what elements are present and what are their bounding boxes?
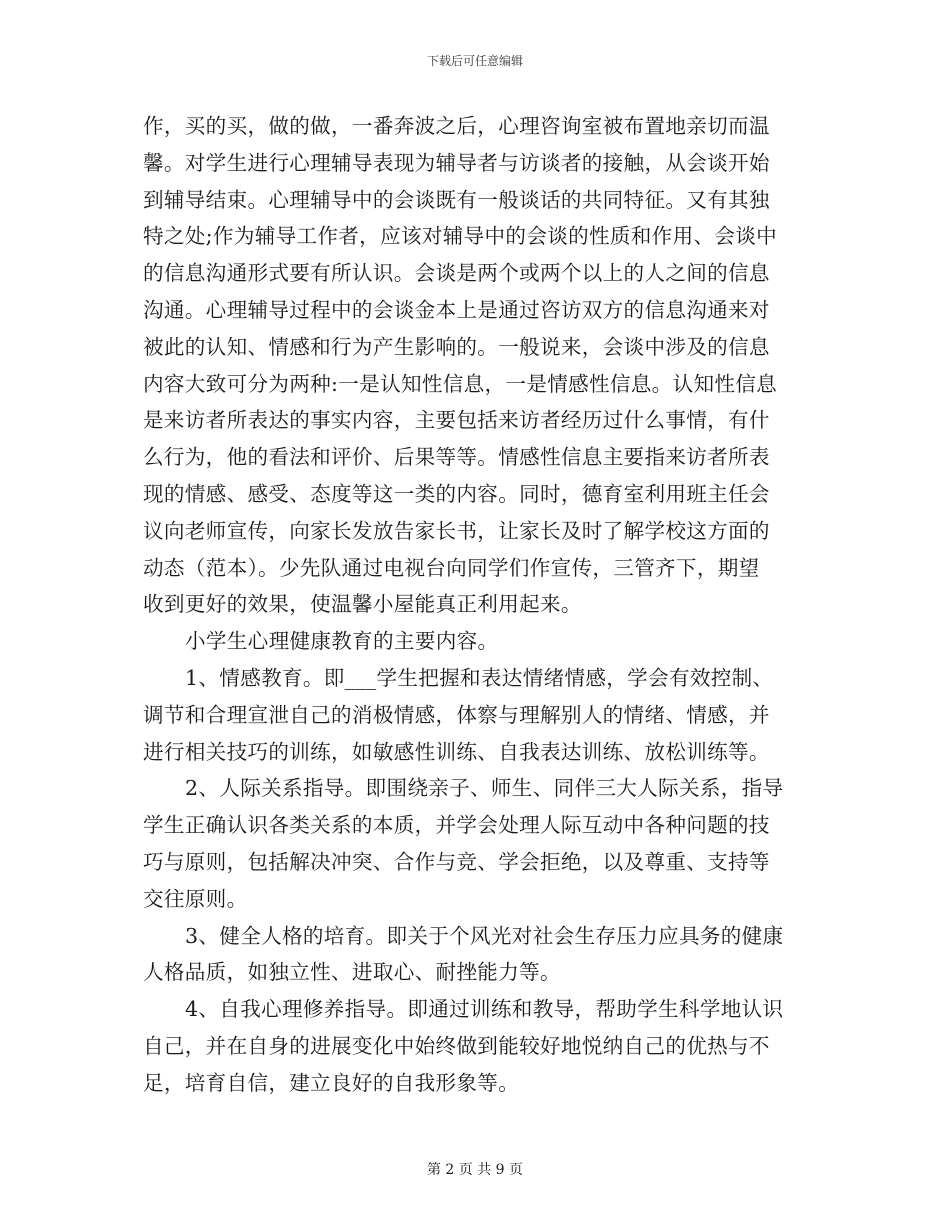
- text-line: 现的情感、感受、态度等这一类的内容。同时，德育室利用班主任会: [143, 481, 770, 506]
- document-body: [143, 108, 813, 1102]
- text-line: 人格品质，如独立性、进取心、耐挫能力等。: [143, 960, 561, 985]
- list-item-start: 3、健全人格的培育。即关于个风光对社会生存压力应具务的健康: [185, 923, 784, 948]
- text-line: 进行相关技巧的训练，如敏感性训练、自我表达训练、放松训练等。: [143, 739, 770, 764]
- list-item-start: 4、自我心理修养指导。即通过训练和教导，帮助学生科学地认识: [185, 997, 784, 1022]
- list-item-start: 2、人际关系指导。即围绕亲子、师生、同伴三大人际关系，指导: [185, 776, 784, 801]
- text-line: 的信息沟通形式要有所认识。会谈是两个或两个以上的人之间的信息: [143, 261, 770, 286]
- text-line: 议向老师宣传，向家长发放告家长书，让家长及时了解学校这方面的: [143, 518, 770, 543]
- text-line: 作，买的买，做的做，一番奔波之后，心理咨询室被布置地亲切而温: [143, 114, 770, 138]
- text-line: 交往原则。: [143, 886, 248, 911]
- text-line: 被此的认知、情感和行为产生影响的。一般说来，会谈中涉及的信息: [143, 334, 770, 359]
- text-line: 动态（范本）。少先队通过电视台向同学们作宣传，三管齐下，期望: [143, 555, 760, 580]
- text-line: 到辅导结束。心理辅导中的会谈既有一般谈话的共同特征。又有其独: [143, 187, 770, 212]
- text-line: 自己，并在自身的进展变化中始终做到能较好地悦纳自己的优热与不: [143, 1033, 770, 1058]
- text-line: 调节和合理宣泄自己的消极情感，体察与理解别人的情绪、情感，并: [143, 702, 770, 727]
- text-line: 学生正确认识各类关系的本质，并学会处理人际互动中各种问题的技: [143, 813, 770, 838]
- text-line: 特之处;作为辅导工作者，应该对辅导中的会谈的性质和作用、会谈中: [143, 224, 778, 249]
- text-line: 收到更好的效果，使温馨小屋能真正利用起来。: [143, 592, 582, 617]
- text-line: 巧与原则，包括解决冲突、合作与竞、学会拒绝，以及尊重、支持等: [143, 849, 770, 874]
- section-heading: 小学生心理健康教育的主要内容。: [185, 629, 499, 654]
- list-item-start: 1、情感教育。即___学生把握和表达情绪情感，学会有效控制、: [185, 665, 774, 690]
- text-line: 么行为，他的看法和评价、后果等等。情感性信息主要指来访者所表: [143, 445, 770, 470]
- text-line: 是来访者所表达的事实内容，主要包括来访者经历过什么事情，有什: [143, 408, 770, 433]
- text-line: 足，培育自信，建立良好的自我形象等。: [143, 1070, 520, 1095]
- text-line: 内容大致可分为两种:一是认知性信息，一是情感性信息。认知性信息: [143, 371, 778, 396]
- page-number: 第 2 页 共 9 页: [426, 1162, 524, 1178]
- text-line: 沟通。心理辅导过程中的会谈金本上是通过咨访双方的信息沟通来对: [143, 297, 770, 322]
- page-header: 下载后可任意编辑: [426, 54, 523, 68]
- text-line: 馨。对学生进行心理辅导表现为辅导者与访谈者的接触，从会谈开始: [143, 150, 770, 175]
